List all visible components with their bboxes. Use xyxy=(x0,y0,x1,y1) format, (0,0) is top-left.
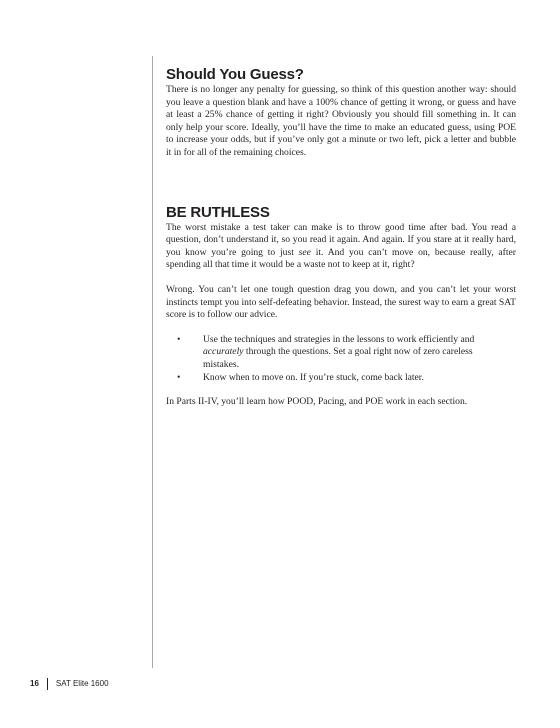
bullet-text-emphasis: accurately xyxy=(203,346,244,358)
bullet-text-part2: through the questions. Set a goal right now of zero careless mistakes. xyxy=(203,346,473,370)
page-content xyxy=(166,66,516,409)
section-heading-be-ruthless: BE RUTHLESS xyxy=(166,203,270,221)
footer-divider xyxy=(47,678,48,690)
paragraph-wrong: Wrong. You can’t let one tough question drag you down, and you can’t let your worst instincts tempt you into self-defeating behavior. Instead, the surest way to earn a great SAT score is to follow our advice. xyxy=(166,283,516,321)
bullet-text: Know when to move on. If you’re stuck, come back later. xyxy=(203,371,424,383)
list-item xyxy=(166,372,516,385)
section-heading-should-you-guess: Should You Guess? xyxy=(166,66,304,83)
bullet-icon: • xyxy=(177,333,181,345)
paragraph-worst-mistake xyxy=(166,222,516,272)
advice-bullet-list xyxy=(166,334,516,384)
book-title: SAT Elite 1600 xyxy=(55,679,109,688)
bullet-text-part1: Use the techniques and strategies in the lessons to work efficiently and xyxy=(203,333,475,345)
paragraph-worst-mistake-part1: The worst mistake a test taker can make is to throw good time after bad. You read a question, don’t understand it, so you read it again. And again. If you stare at it really hard, you know you’re going to just xyxy=(166,221,516,258)
page-number: 16 xyxy=(30,679,39,688)
paragraph-parts-preview: In Parts II-IV, you’ll learn how POOD, Pacing, and POE work in each section. xyxy=(166,396,468,408)
bullet-icon: • xyxy=(177,371,181,383)
list-item xyxy=(166,334,516,372)
paragraph-worst-mistake-part2: it. And you can’t move on, because really, after spending all that time it would be a waste not to keep at it, right? xyxy=(166,246,516,271)
page-footer xyxy=(30,678,109,690)
paragraph-worst-mistake-emphasis: see xyxy=(298,246,311,258)
margin-rule xyxy=(152,56,153,668)
paragraph-guessing: There is no longer any penalty for guessing, so think of this question another way: should you leave a question blank and have a 100% chance of getting it wrong, or guess and have at least a 25% chance of getting it right? Obviously you should fill something in. It can only help your score. Ideally, you’ll have the time to make an educated guess, using POE to increase your odds, but if you’ve only got a minute or two left, pick a letter and bubble it in for all of the remaining choices. xyxy=(166,84,516,158)
